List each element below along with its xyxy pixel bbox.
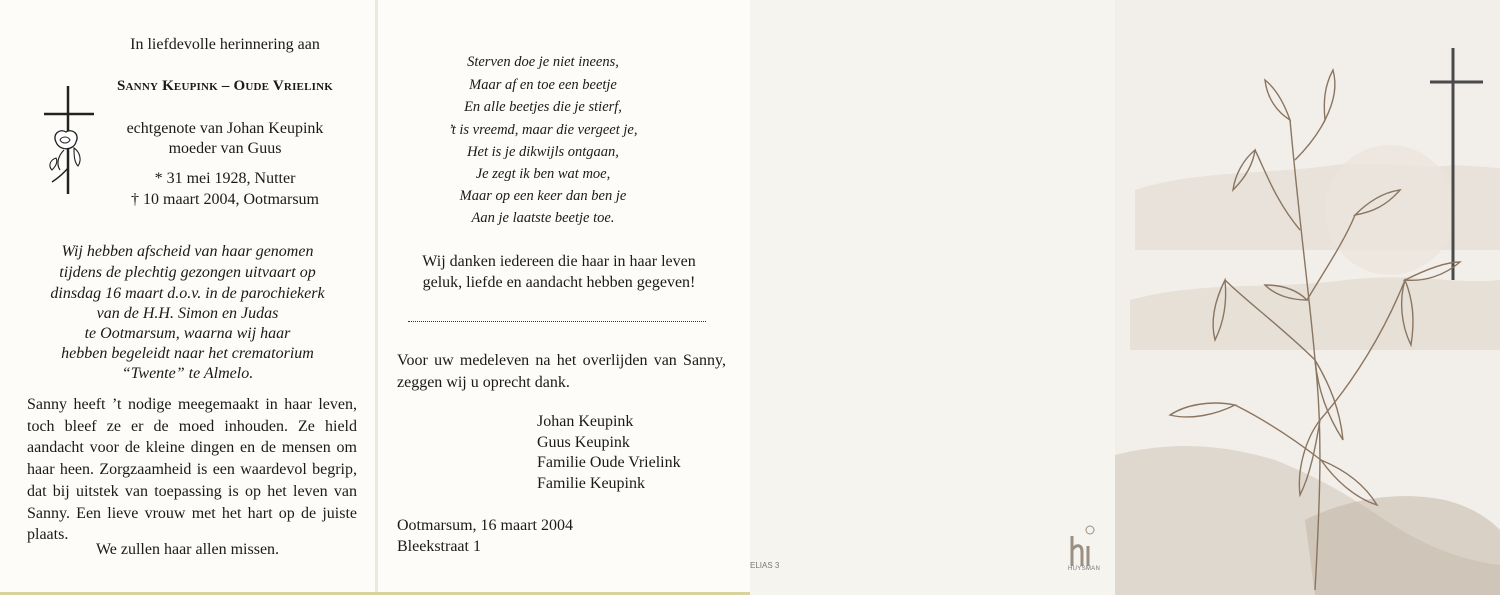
thanks-line: Wij danken iedereen die haar in haar leven (422, 253, 696, 270)
publisher-name: HUYSMAN (1068, 566, 1101, 572)
poem-line: Maar op een keer dan ben je (459, 188, 627, 204)
signatory: Guus Keupink (537, 433, 630, 451)
card-inner-left (0, 0, 375, 595)
intro-text: In liefdevolle herinnering aan (130, 36, 320, 53)
poem-line: Het is je dikwijls ontgaan, (467, 144, 619, 160)
funeral-line: Wij hebben afscheid van haar genomen (61, 243, 314, 260)
spouse-text: echtgenote van Johan Keupink (126, 120, 324, 137)
funeral-line: te Ootmarsum, waarna wij haar (84, 325, 291, 342)
card-code: ELIAS 3 (750, 561, 780, 570)
tribute-paragraph: Sanny heeft ’t nodige meegemaakt in haar leven, toch bleef ze er de moed inhouden. Ze hield aandacht voor de kleine dingen en de mensen om haar heen. Zorgzaamheid is een waardevol begrip, dat bij uitstek van toepassing is op het leven van Sanny. Een lieve vrouw met het hart op de juiste plaats. (27, 396, 357, 544)
publisher-logo (1068, 522, 1101, 572)
poem-line: Maar af en toe een beetje (469, 77, 617, 93)
funeral-line: hebben begeleidt naar het crematorium (61, 345, 314, 362)
funeral-line: van de H.H. Simon en Judas (96, 305, 279, 322)
deceased-name: Sanny Keupink – Oude Vrielink (117, 78, 333, 94)
funeral-line: “Twente” te Almelo. (121, 365, 254, 382)
funeral-line: dinsdag 16 maart d.o.v. in de parochiekerk (50, 285, 325, 302)
closing-text: We zullen haar allen missen. (95, 541, 280, 558)
poem-line: Aan je laatste beetje toe. (471, 210, 615, 226)
poem-line: Je zegt ik ben wat moe, (475, 166, 611, 182)
card-inner-right (378, 0, 750, 595)
dotted-separator (408, 321, 706, 322)
plant-drawing (1115, 0, 1500, 595)
card-cover (750, 0, 1500, 595)
death-text: † 10 maart 2004, Ootmarsum (131, 191, 319, 208)
poem-line: ’t is vreemd, maar die vergeet je, (448, 122, 638, 138)
poem-line: Sterven doe je niet ineens, (467, 54, 619, 70)
address: Bleekstraat 1 (397, 538, 481, 555)
thanks-line: geluk, liefde en aandacht hebben gegeven! (422, 274, 696, 291)
sympathy-paragraph: Voor uw medeleven na het overlijden van Sanny, zeggen wij u oprecht dank. (397, 352, 726, 391)
signatory: Johan Keupink (537, 413, 634, 430)
signatory: Familie Oude Vrielink (537, 454, 681, 471)
poem-line: En alle beetjes die je stierf, (464, 99, 622, 115)
birth-text: * 31 mei 1928, Nutter (154, 170, 296, 187)
mother-text: moeder van Guus (168, 140, 282, 157)
signatories-list (537, 412, 681, 494)
signatory: Familie Keupink (537, 474, 645, 492)
place-date: Ootmarsum, 16 maart 2004 (397, 517, 573, 534)
funeral-line: tijdens de plechtig gezongen uitvaart op (59, 264, 316, 281)
